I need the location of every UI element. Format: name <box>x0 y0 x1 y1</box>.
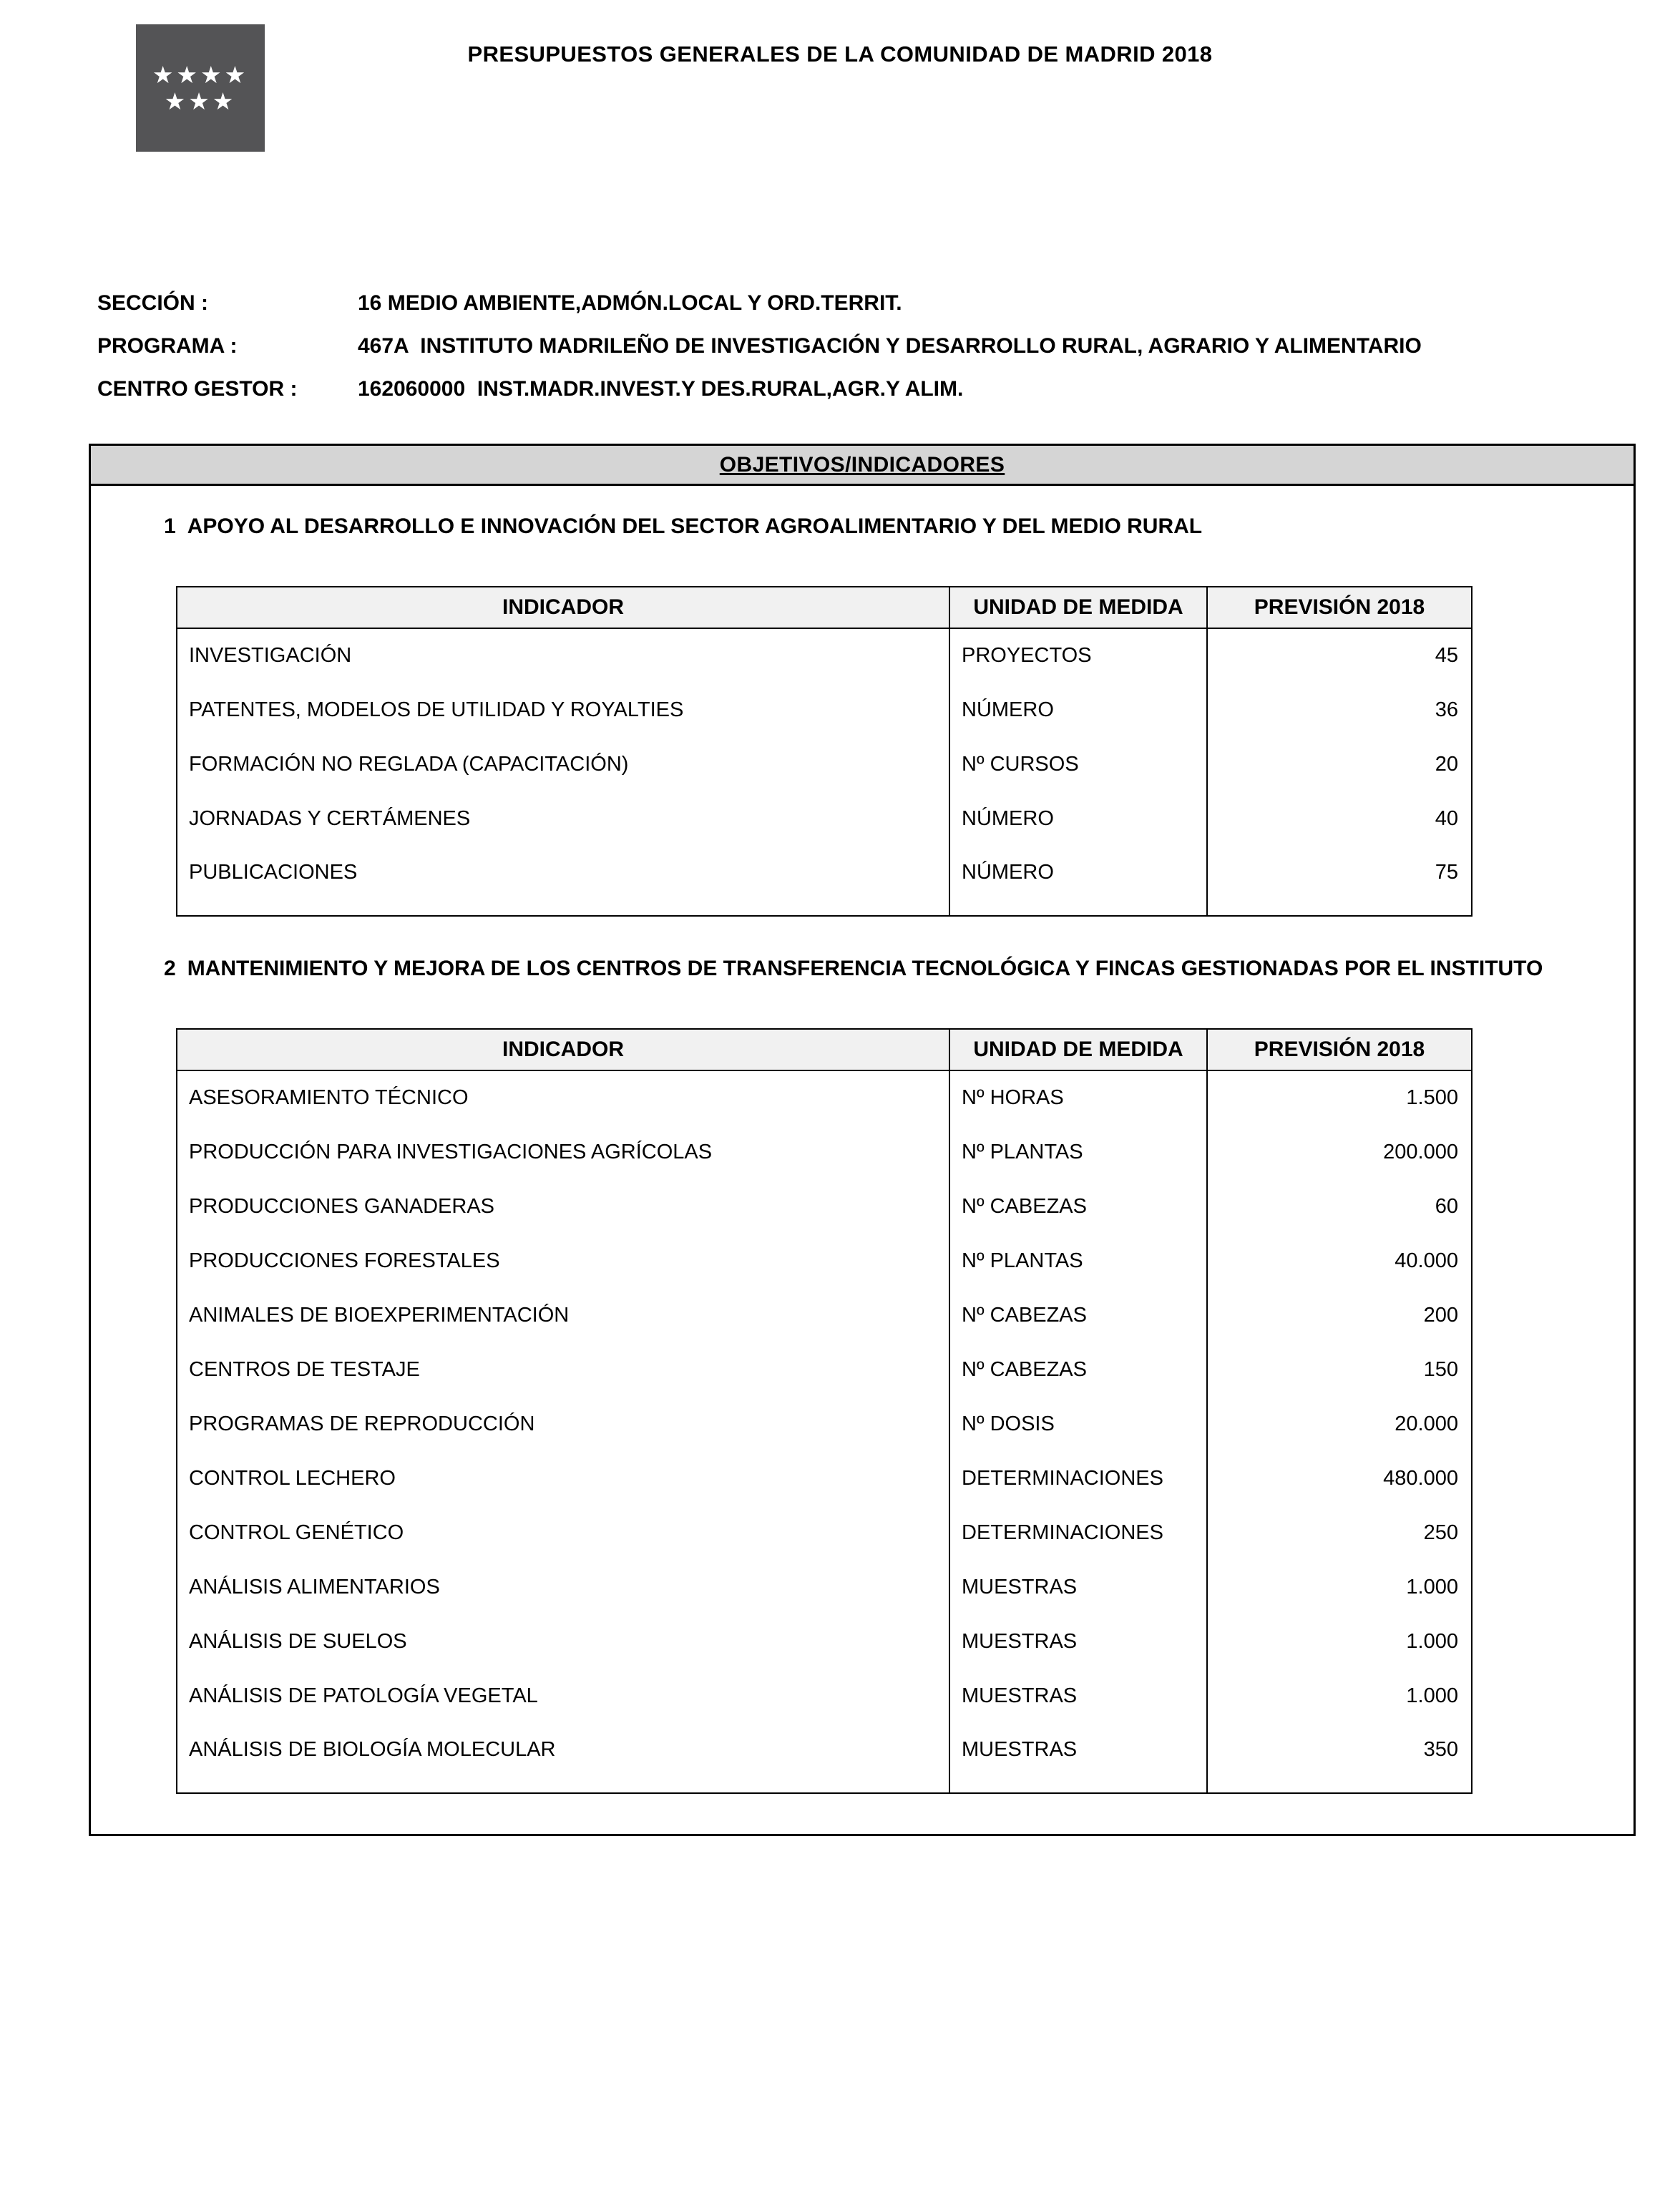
table-row <box>177 1669 1472 1723</box>
forecast-value: 200.000 <box>1207 1125 1472 1179</box>
unit-of-measure: DETERMINACIONES <box>949 1505 1207 1560</box>
meta-row-centro-gestor <box>97 368 1422 411</box>
indicator-name: ANÁLISIS DE SUELOS <box>177 1614 949 1669</box>
objective-heading <box>164 507 1588 546</box>
forecast-value: 1.500 <box>1207 1070 1472 1125</box>
table-row <box>177 1397 1472 1451</box>
forecast-value: 40.000 <box>1207 1234 1472 1288</box>
indicator-name: PRODUCCIONES FORESTALES <box>177 1234 949 1288</box>
meta-value-programa: 467A INSTITUTO MADRILEÑO DE INVESTIGACIÓN Y DESARROLLO RURAL, AGRARIO Y ALIMENTARIO <box>358 334 1422 358</box>
meta-row-programa <box>97 325 1422 368</box>
meta-row-seccion <box>97 282 1422 325</box>
forecast-value: 36 <box>1207 683 1472 737</box>
unit-of-measure: Nº CABEZAS <box>949 1288 1207 1342</box>
column-header-unidad-de-medida: UNIDAD DE MEDIDA <box>949 587 1207 628</box>
forecast-value: 250 <box>1207 1505 1472 1560</box>
unit-of-measure: Nº PLANTAS <box>949 1125 1207 1179</box>
table-row <box>177 1179 1472 1234</box>
unit-of-measure: MUESTRAS <box>949 1723 1207 1793</box>
indicator-name: PATENTES, MODELOS DE UTILIDAD Y ROYALTIES <box>177 683 949 737</box>
indicator-name: ANÁLISIS DE BIOLOGÍA MOLECULAR <box>177 1723 949 1793</box>
unit-of-measure: Nº HORAS <box>949 1070 1207 1125</box>
box-header <box>91 446 1633 486</box>
unit-of-measure: NÚMERO <box>949 683 1207 737</box>
table-row <box>177 846 1472 916</box>
indicator-name: CONTROL GENÉTICO <box>177 1505 949 1560</box>
indicator-name: ANIMALES DE BIOEXPERIMENTACIÓN <box>177 1288 949 1342</box>
forecast-value: 1.000 <box>1207 1669 1472 1723</box>
meta-value-centro-gestor: 162060000 INST.MADR.INVEST.Y DES.RURAL,AGR.Y ALIM. <box>358 377 964 401</box>
table-row <box>177 628 1472 683</box>
forecast-value: 45 <box>1207 628 1472 683</box>
indicator-name: PRODUCCIÓN PARA INVESTIGACIONES AGRÍCOLAS <box>177 1125 949 1179</box>
indicator-name: PUBLICACIONES <box>177 846 949 916</box>
unit-of-measure: MUESTRAS <box>949 1614 1207 1669</box>
indicator-name: JORNADAS Y CERTÁMENES <box>177 791 949 846</box>
unit-of-measure: Nº PLANTAS <box>949 1234 1207 1288</box>
table-row <box>177 1234 1472 1288</box>
forecast-value: 40 <box>1207 791 1472 846</box>
indicator-name: CONTROL LECHERO <box>177 1451 949 1505</box>
table-row <box>177 791 1472 846</box>
forecast-value: 1.000 <box>1207 1560 1472 1614</box>
unit-of-measure: Nº DOSIS <box>949 1397 1207 1451</box>
page-title: PRESUPUESTOS GENERALES DE LA COMUNIDAD DE MADRID 2018 <box>467 42 1213 67</box>
indicators-table-1 <box>176 586 1473 917</box>
unit-of-measure: PROYECTOS <box>949 628 1207 683</box>
column-header-indicador: INDICADOR <box>177 1029 949 1070</box>
forecast-value: 60 <box>1207 1179 1472 1234</box>
indicators-table-2 <box>176 1028 1473 1794</box>
unit-of-measure: MUESTRAS <box>949 1560 1207 1614</box>
forecast-value: 20.000 <box>1207 1397 1472 1451</box>
indicator-name: ASESORAMIENTO TÉCNICO <box>177 1070 949 1125</box>
objective-title: MANTENIMIENTO Y MEJORA DE LOS CENTROS DE TRANSFERENCIA TECNOLÓGICA Y FINCAS GESTIONADAS POR EL INSTITUTO <box>187 957 1543 980</box>
table-row <box>177 1451 1472 1505</box>
meta-label-centro-gestor: CENTRO GESTOR : <box>97 377 298 401</box>
star-icon-row-bottom: ★★★ <box>164 88 237 114</box>
table-row <box>177 1125 1472 1179</box>
forecast-value: 350 <box>1207 1723 1472 1793</box>
unit-of-measure: Nº CURSOS <box>949 737 1207 791</box>
indicator-name: ANÁLISIS DE PATOLOGÍA VEGETAL <box>177 1669 949 1723</box>
objective-title: APOYO AL DESARROLLO E INNOVACIÓN DEL SECTOR AGROALIMENTARIO Y DEL MEDIO RURAL <box>187 514 1203 538</box>
table-row <box>177 1505 1472 1560</box>
indicator-name: PRODUCCIONES GANADERAS <box>177 1179 949 1234</box>
table-row <box>177 1342 1472 1397</box>
forecast-value: 20 <box>1207 737 1472 791</box>
column-header-prevision-2018: PREVISIÓN 2018 <box>1207 587 1472 628</box>
column-header-unidad-de-medida: UNIDAD DE MEDIDA <box>949 1029 1207 1070</box>
column-header-indicador: INDICADOR <box>177 587 949 628</box>
column-header-prevision-2018: PREVISIÓN 2018 <box>1207 1029 1472 1070</box>
objective-heading <box>164 950 1588 988</box>
forecast-value: 1.000 <box>1207 1614 1472 1669</box>
indicator-name: FORMACIÓN NO REGLADA (CAPACITACIÓN) <box>177 737 949 791</box>
indicator-name: INVESTIGACIÓN <box>177 628 949 683</box>
document-meta <box>97 282 1422 411</box>
table-header-row <box>177 587 1472 628</box>
table-row <box>177 1560 1472 1614</box>
table-row <box>177 683 1472 737</box>
forecast-value: 480.000 <box>1207 1451 1472 1505</box>
indicator-name: ANÁLISIS ALIMENTARIOS <box>177 1560 949 1614</box>
table-row <box>177 1614 1472 1669</box>
objetivos-indicadores-box <box>89 444 1636 1836</box>
objective-number: 1 <box>164 514 176 538</box>
forecast-value: 150 <box>1207 1342 1472 1397</box>
meta-label-programa: PROGRAMA : <box>97 334 238 358</box>
indicator-name: CENTROS DE TESTAJE <box>177 1342 949 1397</box>
meta-value-seccion: 16 MEDIO AMBIENTE,ADMÓN.LOCAL Y ORD.TERRIT. <box>358 291 902 315</box>
indicator-name: PROGRAMAS DE REPRODUCCIÓN <box>177 1397 949 1451</box>
unit-of-measure: DETERMINACIONES <box>949 1451 1207 1505</box>
objective-number: 2 <box>164 957 176 980</box>
meta-label-seccion: SECCIÓN : <box>97 291 209 315</box>
unit-of-measure: Nº CABEZAS <box>949 1179 1207 1234</box>
objective-section-2 <box>164 950 1591 1794</box>
forecast-value: 200 <box>1207 1288 1472 1342</box>
table-row <box>177 1288 1472 1342</box>
table-row <box>177 1070 1472 1125</box>
table-header-row <box>177 1029 1472 1070</box>
unit-of-measure: Nº CABEZAS <box>949 1342 1207 1397</box>
table-row <box>177 737 1472 791</box>
unit-of-measure: NÚMERO <box>949 791 1207 846</box>
unit-of-measure: MUESTRAS <box>949 1669 1207 1723</box>
table-row <box>177 1723 1472 1793</box>
forecast-value: 75 <box>1207 846 1472 916</box>
unit-of-measure: NÚMERO <box>949 846 1207 916</box>
box-title: OBJETIVOS/INDICADORES <box>719 452 1005 477</box>
star-icon-row-top: ★★★★ <box>152 62 249 88</box>
objective-section-1 <box>164 507 1591 917</box>
